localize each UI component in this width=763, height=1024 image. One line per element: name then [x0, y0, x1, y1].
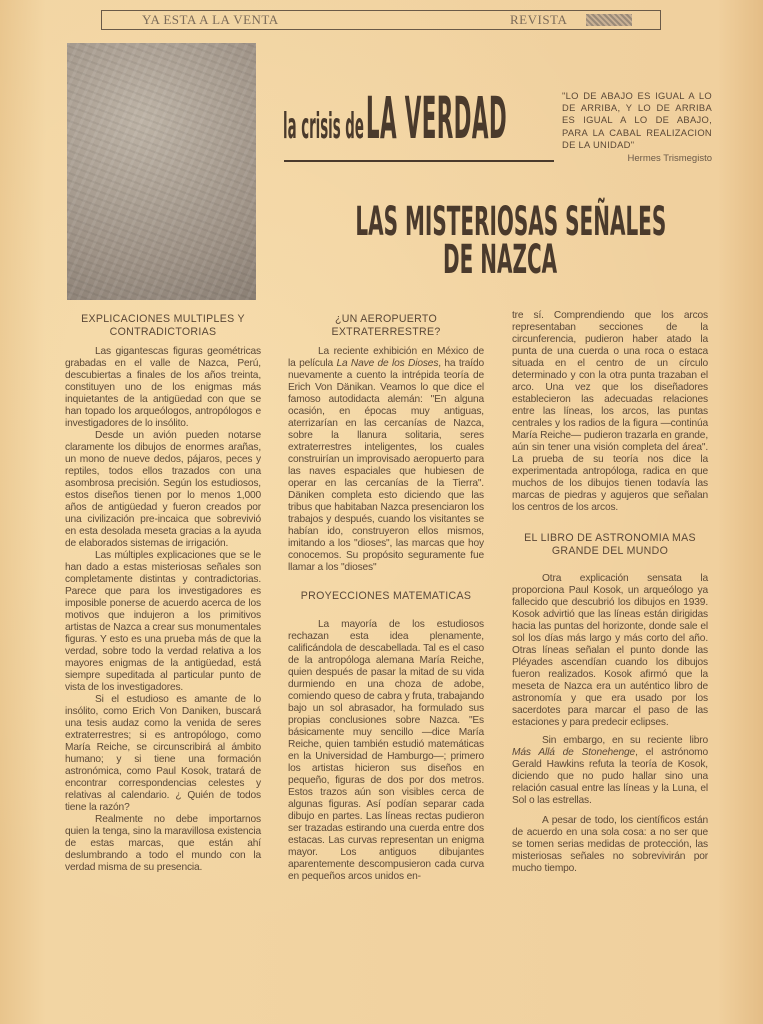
subheading: ¿UN AEROPUERTO EXTRATERRESTRE?	[331, 313, 441, 338]
section-title-small: la crisis de	[283, 106, 364, 147]
subheading: PROYECCIONES MATEMATICAS	[300, 590, 472, 602]
paragraph	[288, 346, 484, 574]
epigraph	[562, 90, 712, 165]
text: Sin embargo, en su reciente libro	[542, 735, 708, 746]
magazine-logo	[586, 14, 632, 26]
epigraph-quote: "LO DE ABAJO ES IGUAL A LO DE ARRIBA, Y LO DE ARRIBA ES IGUAL A LO DE ABAJO, PARA LA CABAL REALIZACION DE LA UNIDAD"	[562, 90, 712, 150]
paragraph: Las gigantescas figuras geométricas grabadas en el valle de Nazca, Perú, descubiertas a finales de los años treinta, constituyen uno de los enigmas más inquietantes de la antigüedad con que se han topado los arqueólogos, antropólogos e investigadores de lo insólito.	[65, 346, 261, 429]
headline-line-2: DE NAZCA	[442, 237, 558, 283]
article-column-2	[288, 313, 484, 883]
paragraph: tre sí. Comprendiendo que los arcos representaban secciones de la circunferencia, pudieron haber atado la punta de una cuerda o una roca o estaca situada en el centro de un círculo determinado y con la otra punta trazaban el arco. Una vez que los diseñadores establecieron las adecuadas relaciones entre las líneas, los arcos, las puntas centrales y los radios de la figura —continúa María Reiche— pudieron trazarla en grande, aún sin tener una visión completa del área". La prueba de su teoría nos dice la experimentada antropóloga, radica en que muchos de los dibujos tienen todavía las marcas de piedras y agujeros que señalan los centros de los arcos.	[512, 310, 708, 513]
text: , ha traído nuevamente a cuento la intrépida teoría de Erich Von Dänikan. Veamos lo que dice el famoso autodidacta alemán: "En alguna ocasión, en épocas muy antiguas, aterrizarían en las cercanías de Nazca, sobre la llanura solitaria, seres extraterrestres inteligentes, los cuales construirían un improvisado aeropuerto para las naves espaciales que hubiesen de operar en las cercanías de la Tierra". Däniken completa esto diciendo que las tribus que habitaban Nazca presenciaron los trabajos y después, cuando los visitantes se habían ido, construyeron ellos mismos, imitando a los "dioses", las marcas que hoy conocemos. Su propósito seguramente fue llamar a los "dioses"	[288, 358, 485, 573]
section-title	[283, 84, 508, 163]
text: , el astrónomo Gerald Hawkins refuta la teoría de Kosok, diciendo que no pudo hallar sino una relación casual entre las líneas y la Luna, el Sol o las estrellas.	[512, 747, 708, 806]
article-headline	[200, 199, 763, 283]
subheading: EL LIBRO DE ASTRONOMIA MAS GRANDE DEL MUNDO	[524, 532, 696, 557]
epigraph-author: Hermes Trismegisto	[627, 153, 712, 165]
book-title: Más Allá de Stonehenge	[512, 747, 636, 758]
paragraph: Realmente no debe importarnos quien la tenga, sino la maravillosa existencia de estas marcas, que están ahí deslumbrando a todo el mundo con la verdad misma de su presencia.	[65, 814, 261, 873]
subheading: EXPLICACIONES MULTIPLES Y CONTRADICTORIAS	[81, 313, 245, 338]
paragraph	[512, 735, 708, 807]
article-column-3	[512, 310, 708, 875]
paragraph: Desde un avión pueden notarse claramente los dibujos de enormes arañas, un mono de nueve dedos, pájaros, peces y reptiles, todos ellos trazados con una asombrosa precisión. Según los estudiosos, estos diseños tienen por lo menos 1,000 años de antigüedad y fueron creados por una civilización pre-incaica que sobrevivió en esta desolada meseta gracias a la ayuda de elaborados sistemas de irrigación.	[65, 430, 261, 549]
paragraph: Si el estudioso es amante de lo insólito, como Erich Von Daniken, buscará una tesis audaz como la venida de seres extraterrestres; si es antropólogo, como María Reiche, se circunscribirá al ámbito humano; y si tiene una formación astronómica, como Paul Kosok, tratará de encontrar correspondencias celestes y relativas al calendario. ¿ Quién de todos tiene la razón?	[65, 694, 261, 813]
header-left-text: YA ESTA A LA VENTA	[142, 12, 279, 27]
film-title: La Nave de los Dioses	[336, 358, 439, 369]
article-column-1	[65, 313, 261, 874]
paragraph: Las múltiples explicaciones que se le han dado a estas misteriosas señales son completamente distintas y contradictorias. Parece que para los investigadores es imposible ponerse de acuerdo acerca de los motivos que indujeron a los primitivos artistas de Nazca a crear sus monumentales figuras. Y esto es una prueba más de que la verdad, sobre todo la verdad relativa a los mayores enigmas de la antigüedad, está siempre supeditada al particular punto de vista de los investigadores.	[65, 550, 261, 693]
header-bar	[101, 10, 661, 30]
headline-line-1: LAS MISTERIOSAS SEÑALES	[355, 199, 667, 245]
paragraph: A pesar de todo, los científicos están de acuerdo en una sola cosa: a no ser que se tomen serias medidas de protección, las misteriosas señales no sobrevivirán por mucho tiempo.	[512, 815, 708, 874]
section-title-big: LA VERDAD	[365, 84, 508, 152]
header-right-text: REVISTA	[510, 12, 568, 27]
paragraph: La mayoría de los estudiosos rechazan esta idea plenamente, calificándola de descabellada. Tal es el caso de la antropóloga alemana María Reiche, quien después de pasar la mitad de su vida durmiendo en una choza de adobe, comiendo queso de cabra y fruta, trabajando bajo un sol abrasador, ha formulado sus propias conclusiones sobre Nazca. "Es básicamente muy sencillo —dice María Reiche, quien también estudió matemáticas en la Universidad de Hamburgo—; primero los artistas hicieron sus diseños en pequeño, figuras de dos por dos metros. Estos trazos aún son visibles cerca de algunas figuras. Así podían separar cada dibujo en partes. Las líneas rectas pudieron ser trazadas estirando una cuerda entre dos estacas. Las curvas representan un enigma mayor. Los antiguos dibujantes aparentemente descompusieron cada curva en pequeños arcos unidos en-	[288, 618, 484, 882]
text: La reciente exhibición en México de la película	[288, 346, 484, 369]
paragraph: Otra explicación sensata la proporciona Paul Kosok, un arqueólogo ya fallecido que descubrió los dibujos en 1939. Kosok advirtió que las líneas están dirigidas hacia las puntas del horizonte, donde sale el sol los días más largo y más corto del año. Otras líneas señalan el punto donde las Pléyades ascendían cuando los dibujos fueron realizados. Kosok afirmó que la meseta de Nazca era un auténtico libro de astronomía y que era usado por los sacerdotes para marcar el paso de las estaciones y para predecir eclipses.	[512, 573, 708, 728]
divider-rule	[284, 160, 554, 162]
